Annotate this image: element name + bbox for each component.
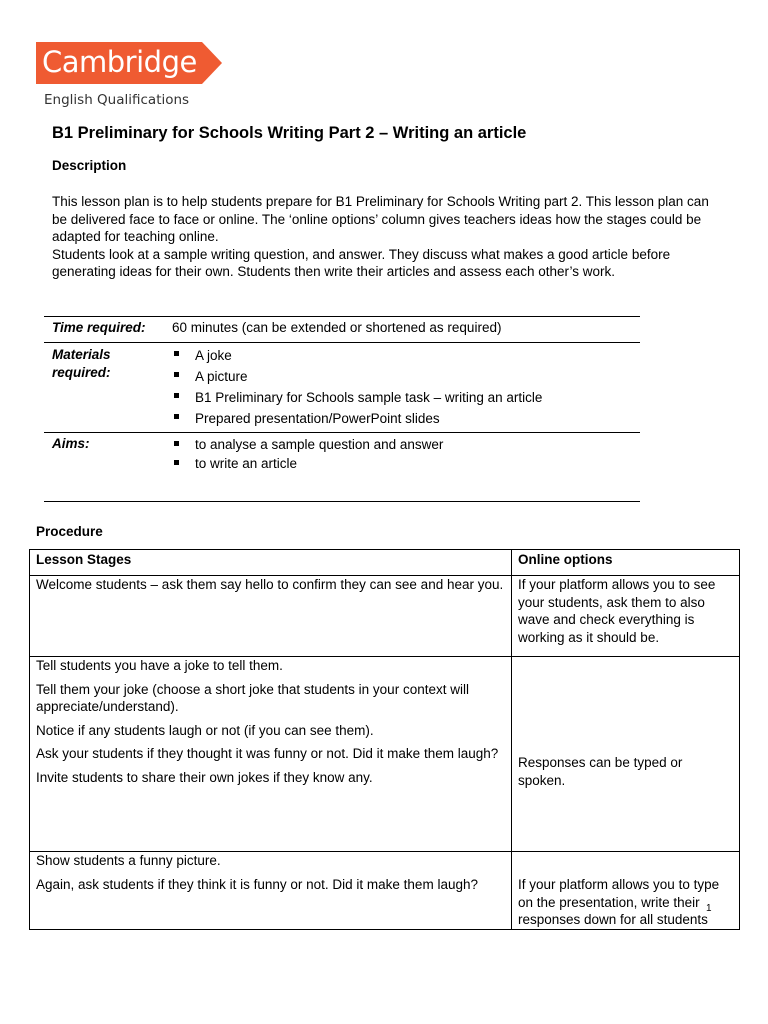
stage-cell xyxy=(30,657,512,852)
stage-text: Ask your students if they thought it was funny or not. Did it make them laugh? xyxy=(36,746,499,762)
stage-text: Notice if any students laugh or not (if you can see them). xyxy=(36,722,374,738)
materials-label: Materials required: xyxy=(52,347,111,380)
stage-text: Show students a funny picture. xyxy=(36,853,221,868)
stage-text: Invite students to share their own jokes if they know any. xyxy=(36,769,373,785)
page-title: B1 Preliminary for Schools Writing Part 2 – Writing an article xyxy=(52,124,527,142)
stage-cell xyxy=(30,852,512,930)
lesson-info-table xyxy=(44,316,640,502)
stage-cell xyxy=(30,576,512,657)
table-header-row xyxy=(30,550,740,576)
aims-list-wrap xyxy=(172,433,640,501)
materials-list xyxy=(172,345,640,429)
stage-text: Tell students you have a joke to tell them. xyxy=(36,658,283,673)
column-header-online: Online options xyxy=(512,550,740,576)
online-option-cell: If your platform allows you to type on the presentation, write their responses down for all students xyxy=(512,852,740,930)
materials-item: Prepared presentation/PowerPoint slides xyxy=(172,408,640,429)
logo-wordmark: Cambridge xyxy=(42,45,197,79)
stage-text: Welcome students – ask them say hello to confirm they can see and hear you. xyxy=(36,577,504,592)
page-number: 1 xyxy=(706,903,712,914)
aims-item: to write an article xyxy=(172,454,640,473)
materials-row xyxy=(44,342,640,432)
description-body xyxy=(52,193,712,281)
table-row xyxy=(30,576,740,657)
logo-subtitle: English Qualifications xyxy=(44,92,190,108)
description-paragraph: This lesson plan is to help students prepare for B1 Preliminary for Schools Writing part 2. This lesson plan can be delivered face to face or online. The ‘online options’ column gives teachers ideas how the stages could be adapted for teaching online. xyxy=(52,194,709,245)
cambridge-logo xyxy=(36,42,222,84)
aims-list xyxy=(172,435,640,473)
description-heading: Description xyxy=(52,158,127,173)
materials-item: A picture xyxy=(172,366,640,387)
online-option-cell: If your platform allows you to see your students, ask them to also wave and check everything is working as it should be. xyxy=(512,576,740,657)
materials-list-wrap xyxy=(172,343,640,432)
stage-text: Tell them your joke (choose a short joke that students in your context will appreciate/understand). xyxy=(36,681,469,715)
aims-label: Aims: xyxy=(52,436,90,451)
time-label: Time required: xyxy=(52,320,146,335)
procedure-table xyxy=(29,549,740,930)
online-option-cell: Responses can be typed or spoken. xyxy=(512,657,740,852)
column-header-stages: Lesson Stages xyxy=(30,550,512,576)
aims-row xyxy=(44,432,640,502)
time-row xyxy=(44,316,640,342)
stage-text: Again, ask students if they think it is funny or not. Did it make them laugh? xyxy=(36,876,478,892)
description-paragraph: Students look at a sample writing question, and answer. They discuss what makes a good article before generating ideas for their own. Students then write their articles and assess each other’s work. xyxy=(52,246,671,280)
procedure-heading: Procedure xyxy=(36,524,103,539)
table-row xyxy=(30,852,740,930)
table-row xyxy=(30,657,740,852)
aims-item: to analyse a sample question and answer xyxy=(172,435,640,454)
materials-item: B1 Preliminary for Schools sample task – writing an article xyxy=(172,387,640,408)
time-value: 60 minutes (can be extended or shortened as required) xyxy=(172,320,502,335)
materials-item: A joke xyxy=(172,345,640,366)
